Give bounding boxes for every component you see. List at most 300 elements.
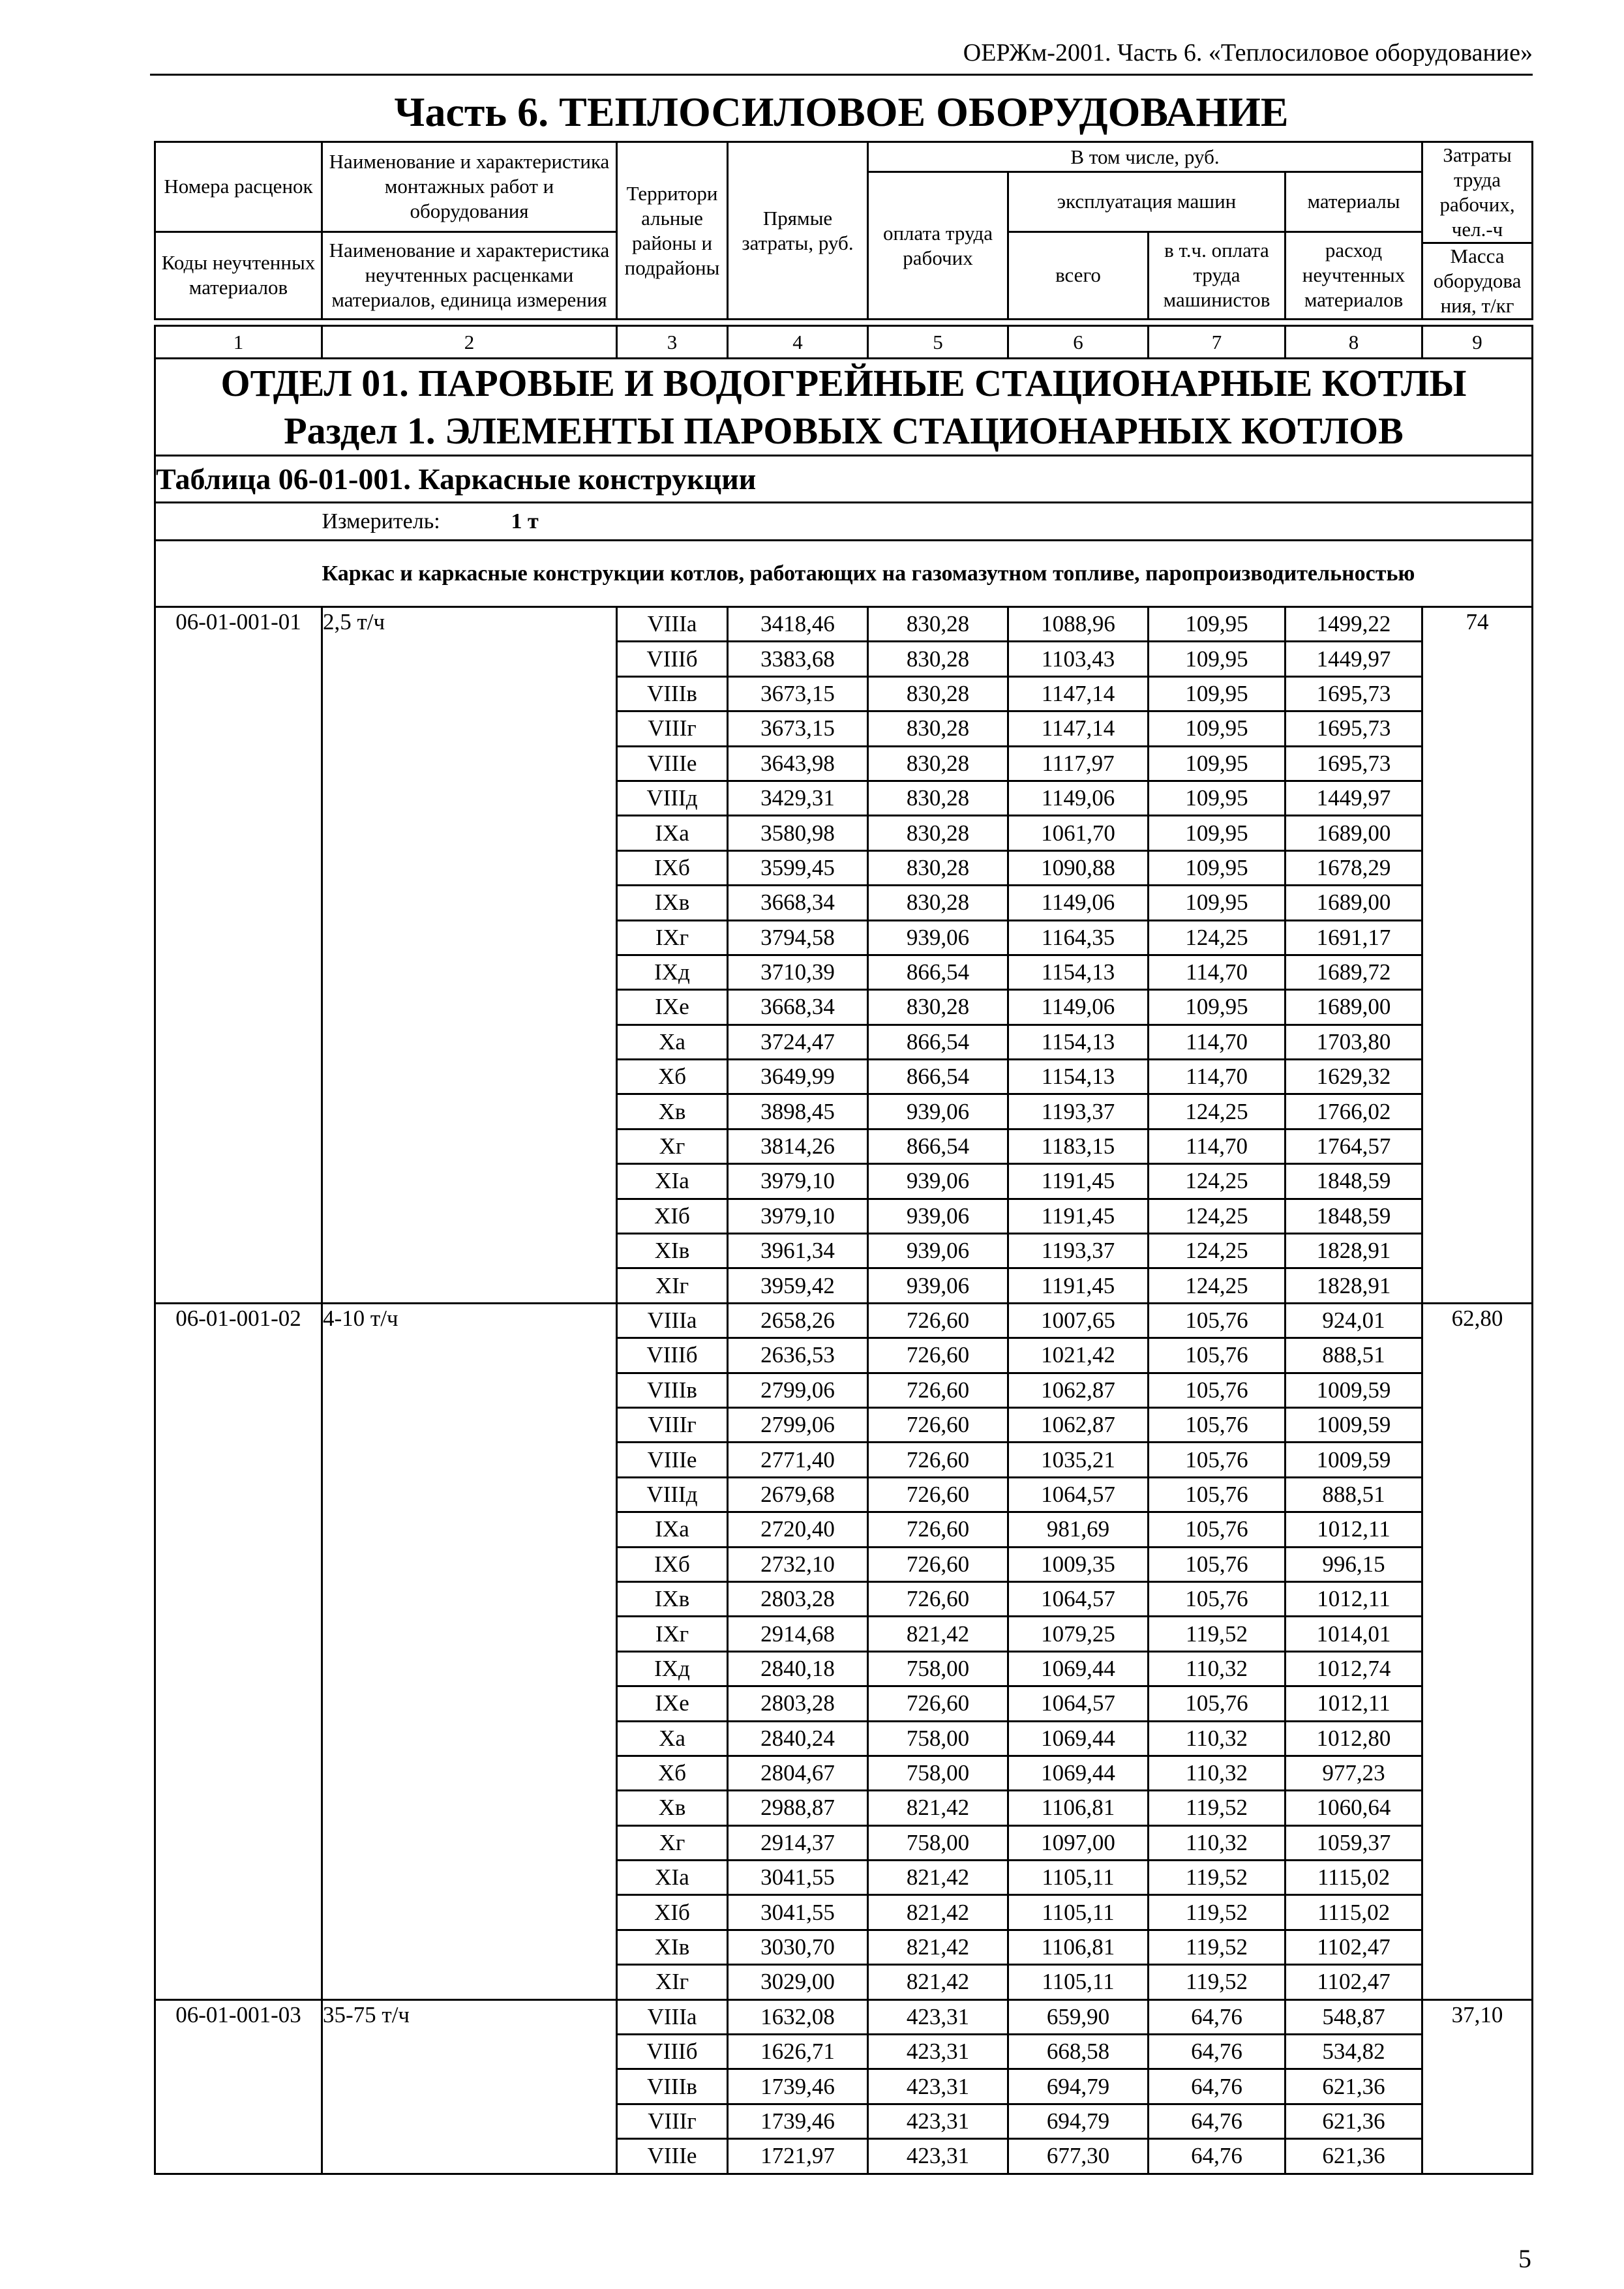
page-title: Часть 6. ТЕПЛОСИЛОВОЕ ОБОРУДОВАНИЕ bbox=[394, 89, 1289, 135]
machinist-pay-cell: 105,76 bbox=[1149, 1581, 1286, 1616]
machines-total-cell: 1009,35 bbox=[1008, 1547, 1149, 1581]
machinist-pay-cell: 119,52 bbox=[1149, 1617, 1286, 1651]
machinist-pay-cell: 114,70 bbox=[1149, 1129, 1286, 1163]
territory-cell: VIIIв bbox=[617, 676, 728, 711]
territory-cell: Xб bbox=[617, 1756, 728, 1790]
materials-cell: 1828,91 bbox=[1286, 1234, 1422, 1268]
materials-cell: 1848,59 bbox=[1286, 1164, 1422, 1199]
materials-cell: 1009,59 bbox=[1286, 1373, 1422, 1407]
column-number: 7 bbox=[1149, 326, 1286, 359]
machines-total-cell: 1064,57 bbox=[1008, 1581, 1149, 1616]
materials-cell: 1102,47 bbox=[1286, 1965, 1422, 1999]
department-title: ОТДЕЛ 01. ПАРОВЫЕ И ВОДОГРЕЙНЫЕ СТАЦИОНАРНЫЕ КОТЛЫ bbox=[220, 362, 1467, 404]
territory-cell: Xг bbox=[617, 1129, 728, 1163]
materials-cell: 1499,22 bbox=[1286, 607, 1422, 642]
territory-cell: XIв bbox=[617, 1930, 728, 1964]
materials-cell: 977,23 bbox=[1286, 1756, 1422, 1790]
materials-cell: 1848,59 bbox=[1286, 1199, 1422, 1233]
table-row bbox=[155, 1999, 1533, 2034]
table-row bbox=[155, 607, 1533, 642]
machinist-pay-cell: 124,25 bbox=[1149, 920, 1286, 955]
machines-total-cell: 1154,13 bbox=[1008, 1060, 1149, 1094]
page-number: 5 bbox=[1518, 2244, 1531, 2273]
hdr-direct-costs: Прямые затраты, руб. bbox=[728, 142, 868, 320]
territory-cell: XIв bbox=[617, 1234, 728, 1268]
hdr-machines-total: всего bbox=[1008, 232, 1149, 320]
machinist-pay-cell: 110,32 bbox=[1149, 1651, 1286, 1686]
machinist-pay-cell: 105,76 bbox=[1149, 1443, 1286, 1477]
labor-pay-cell: 830,28 bbox=[868, 781, 1008, 815]
hdr-material-codes: Коды неучтенных материалов bbox=[155, 232, 322, 320]
column-number: 6 bbox=[1008, 326, 1149, 359]
work-description: Каркас и каркасные конструкции котлов, работающих на газомазутном топливе, паропроизводительностью bbox=[322, 541, 1533, 607]
direct-costs-cell: 3580,98 bbox=[728, 816, 868, 850]
machinist-pay-cell: 64,76 bbox=[1149, 2139, 1286, 2174]
machinist-pay-cell: 114,70 bbox=[1149, 1060, 1286, 1094]
header-gap-cell bbox=[1422, 320, 1533, 326]
machines-total-cell: 1106,81 bbox=[1008, 1930, 1149, 1964]
direct-costs-cell: 3979,10 bbox=[728, 1199, 868, 1233]
materials-cell: 1689,72 bbox=[1286, 955, 1422, 989]
machinist-pay-cell: 110,32 bbox=[1149, 1825, 1286, 1860]
direct-costs-cell: 3814,26 bbox=[728, 1129, 868, 1163]
machines-total-cell: 1164,35 bbox=[1008, 920, 1149, 955]
labor-pay-cell: 830,28 bbox=[868, 816, 1008, 850]
direct-costs-cell: 3599,45 bbox=[728, 850, 868, 885]
materials-cell: 1449,97 bbox=[1286, 642, 1422, 676]
header-gap-cell bbox=[1286, 320, 1422, 326]
direct-costs-cell: 3668,34 bbox=[728, 990, 868, 1025]
machinist-pay-cell: 109,95 bbox=[1149, 642, 1286, 676]
direct-costs-cell: 2840,18 bbox=[728, 1651, 868, 1686]
territory-cell: IXг bbox=[617, 920, 728, 955]
territory-cell: XIг bbox=[617, 1965, 728, 1999]
materials-cell: 1009,59 bbox=[1286, 1443, 1422, 1477]
unit-label: Измеритель: bbox=[322, 509, 440, 533]
machines-total-cell: 1007,65 bbox=[1008, 1303, 1149, 1338]
machines-total-cell: 1105,11 bbox=[1008, 1861, 1149, 1895]
materials-cell: 1012,74 bbox=[1286, 1651, 1422, 1686]
column-number: 9 bbox=[1422, 326, 1533, 359]
direct-costs-cell: 2840,24 bbox=[728, 1721, 868, 1756]
materials-cell: 1629,32 bbox=[1286, 1060, 1422, 1094]
territory-cell: VIIIб bbox=[617, 1338, 728, 1373]
machines-total-cell: 1035,21 bbox=[1008, 1443, 1149, 1477]
direct-costs-cell: 3643,98 bbox=[728, 746, 868, 781]
machines-total-cell: 1149,06 bbox=[1008, 886, 1149, 920]
territory-cell: IXд bbox=[617, 955, 728, 989]
machines-total-cell: 1069,44 bbox=[1008, 1651, 1149, 1686]
territory-cell: VIIIа bbox=[617, 607, 728, 642]
header-gap-cell bbox=[155, 320, 322, 326]
machinist-pay-cell: 105,76 bbox=[1149, 1547, 1286, 1581]
machines-total-cell: 1079,25 bbox=[1008, 1617, 1149, 1651]
territory-cell: Xг bbox=[617, 1825, 728, 1860]
unit-blank bbox=[155, 503, 322, 541]
column-number: 4 bbox=[728, 326, 868, 359]
labor-pay-cell: 830,28 bbox=[868, 886, 1008, 920]
machinist-pay-cell: 119,52 bbox=[1149, 1791, 1286, 1825]
labor-costs-cell: 62,80 bbox=[1422, 1303, 1533, 1999]
labor-pay-cell: 821,42 bbox=[868, 1895, 1008, 1930]
direct-costs-cell: 2914,37 bbox=[728, 1825, 868, 1860]
territory-cell: IXг bbox=[617, 1617, 728, 1651]
materials-cell: 1828,91 bbox=[1286, 1268, 1422, 1303]
territory-cell: Xб bbox=[617, 1060, 728, 1094]
header-gap-cell bbox=[617, 320, 728, 326]
hdr-including: В том числе, руб. bbox=[868, 142, 1422, 172]
direct-costs-cell: 1739,46 bbox=[728, 2104, 868, 2138]
labor-pay-cell: 939,06 bbox=[868, 1199, 1008, 1233]
labor-pay-cell: 423,31 bbox=[868, 2104, 1008, 2138]
direct-costs-cell: 1721,97 bbox=[728, 2139, 868, 2174]
machines-total-cell: 1069,44 bbox=[1008, 1756, 1149, 1790]
territory-cell: VIIIа bbox=[617, 1999, 728, 2034]
direct-costs-cell: 3724,47 bbox=[728, 1025, 868, 1059]
labor-pay-cell: 821,42 bbox=[868, 1861, 1008, 1895]
materials-cell: 1689,00 bbox=[1286, 816, 1422, 850]
machinist-pay-cell: 124,25 bbox=[1149, 1094, 1286, 1129]
materials-cell: 534,82 bbox=[1286, 2035, 1422, 2069]
machines-total-cell: 1193,37 bbox=[1008, 1234, 1149, 1268]
direct-costs-cell: 3898,45 bbox=[728, 1094, 868, 1129]
labor-pay-cell: 758,00 bbox=[868, 1756, 1008, 1790]
machines-total-cell: 1191,45 bbox=[1008, 1199, 1149, 1233]
machinist-pay-cell: 105,76 bbox=[1149, 1477, 1286, 1512]
machinist-pay-cell: 124,25 bbox=[1149, 1164, 1286, 1199]
running-header: ОЕРЖм-2001. Часть 6. «Теплосиловое оборудование» bbox=[963, 39, 1533, 67]
machines-total-cell: 1193,37 bbox=[1008, 1094, 1149, 1129]
direct-costs-cell: 3429,31 bbox=[728, 781, 868, 815]
direct-costs-cell: 1626,71 bbox=[728, 2035, 868, 2069]
labor-pay-cell: 830,28 bbox=[868, 990, 1008, 1025]
direct-costs-cell: 2804,67 bbox=[728, 1756, 868, 1790]
column-number: 5 bbox=[868, 326, 1008, 359]
machines-total-cell: 677,30 bbox=[1008, 2139, 1149, 2174]
direct-costs-cell: 3961,34 bbox=[728, 1234, 868, 1268]
machinist-pay-cell: 105,76 bbox=[1149, 1373, 1286, 1407]
machinist-pay-cell: 114,70 bbox=[1149, 955, 1286, 989]
desc-blank bbox=[155, 541, 322, 607]
hdr-rate-numbers: Номера расценок bbox=[155, 142, 322, 232]
machinist-pay-cell: 64,76 bbox=[1149, 1999, 1286, 2034]
direct-costs-cell: 3959,42 bbox=[728, 1268, 868, 1303]
labor-pay-cell: 758,00 bbox=[868, 1825, 1008, 1860]
machines-total-cell: 1062,87 bbox=[1008, 1373, 1149, 1407]
materials-cell: 1695,73 bbox=[1286, 676, 1422, 711]
territory-cell: IXб bbox=[617, 1547, 728, 1581]
territory-cell: IXе bbox=[617, 1686, 728, 1721]
territory-cell: IXа bbox=[617, 816, 728, 850]
labor-pay-cell: 726,60 bbox=[868, 1443, 1008, 1477]
machinist-pay-cell: 109,95 bbox=[1149, 676, 1286, 711]
labor-pay-cell: 726,60 bbox=[868, 1303, 1008, 1338]
column-number: 1 bbox=[155, 326, 322, 359]
materials-cell: 924,01 bbox=[1286, 1303, 1422, 1338]
direct-costs-cell: 2988,87 bbox=[728, 1791, 868, 1825]
labor-pay-cell: 866,54 bbox=[868, 1060, 1008, 1094]
direct-costs-cell: 2799,06 bbox=[728, 1373, 868, 1407]
labor-pay-cell: 939,06 bbox=[868, 1164, 1008, 1199]
labor-pay-cell: 830,28 bbox=[868, 711, 1008, 746]
labor-pay-cell: 726,60 bbox=[868, 1581, 1008, 1616]
machines-total-cell: 1062,87 bbox=[1008, 1407, 1149, 1442]
machinist-pay-cell: 105,76 bbox=[1149, 1303, 1286, 1338]
materials-cell: 996,15 bbox=[1286, 1547, 1422, 1581]
territory-cell: XIб bbox=[617, 1895, 728, 1930]
labor-pay-cell: 423,31 bbox=[868, 2139, 1008, 2174]
unit-cell bbox=[322, 503, 1533, 541]
labor-pay-cell: 821,42 bbox=[868, 1617, 1008, 1651]
labor-pay-cell: 830,28 bbox=[868, 746, 1008, 781]
machines-total-cell: 1149,06 bbox=[1008, 781, 1149, 815]
column-number: 3 bbox=[617, 326, 728, 359]
machinist-pay-cell: 109,95 bbox=[1149, 607, 1286, 642]
labor-pay-cell: 423,31 bbox=[868, 1999, 1008, 2034]
machines-total-cell: 1191,45 bbox=[1008, 1268, 1149, 1303]
machinist-pay-cell: 119,52 bbox=[1149, 1930, 1286, 1964]
machines-total-cell: 1105,11 bbox=[1008, 1965, 1149, 1999]
labor-pay-cell: 830,28 bbox=[868, 607, 1008, 642]
labor-pay-cell: 821,42 bbox=[868, 1965, 1008, 1999]
territory-cell: IXв bbox=[617, 1581, 728, 1616]
hdr-materials: материалы bbox=[1286, 172, 1422, 232]
territory-cell: IXа bbox=[617, 1512, 728, 1547]
direct-costs-cell: 2658,26 bbox=[728, 1303, 868, 1338]
hdr-labor-pay: оплата труда рабочих bbox=[868, 172, 1008, 320]
hdr-territory: Территори альные районы и подрайоны bbox=[617, 142, 728, 320]
direct-costs-cell: 3668,34 bbox=[728, 886, 868, 920]
labor-pay-cell: 939,06 bbox=[868, 1268, 1008, 1303]
machines-total-cell: 1105,11 bbox=[1008, 1895, 1149, 1930]
territory-cell: XIб bbox=[617, 1199, 728, 1233]
direct-costs-cell: 3041,55 bbox=[728, 1895, 868, 1930]
materials-cell: 1449,97 bbox=[1286, 781, 1422, 815]
section-heading bbox=[155, 359, 1533, 456]
machines-total-cell: 1106,81 bbox=[1008, 1791, 1149, 1825]
hdr-machines: эксплуатация машин bbox=[1008, 172, 1286, 232]
part-title: Раздел 1. ЭЛЕМЕНТЫ ПАРОВЫХ СТАЦИОНАРНЫХ КОТЛОВ bbox=[284, 410, 1404, 452]
territory-cell: VIIIа bbox=[617, 1303, 728, 1338]
rate-code: 06-01-001-03 bbox=[155, 1999, 322, 2174]
machinist-pay-cell: 105,76 bbox=[1149, 1338, 1286, 1373]
direct-costs-cell: 2771,40 bbox=[728, 1443, 868, 1477]
machines-total-cell: 659,90 bbox=[1008, 1999, 1149, 2034]
territory-cell: XIа bbox=[617, 1861, 728, 1895]
labor-pay-cell: 866,54 bbox=[868, 1129, 1008, 1163]
machinist-pay-cell: 114,70 bbox=[1149, 1025, 1286, 1059]
machinist-pay-cell: 109,95 bbox=[1149, 781, 1286, 815]
machinist-pay-cell: 64,76 bbox=[1149, 2069, 1286, 2104]
labor-pay-cell: 726,60 bbox=[868, 1338, 1008, 1373]
labor-pay-cell: 821,42 bbox=[868, 1930, 1008, 1964]
machinist-pay-cell: 119,52 bbox=[1149, 1895, 1286, 1930]
machinist-pay-cell: 119,52 bbox=[1149, 1861, 1286, 1895]
direct-costs-cell: 2732,10 bbox=[728, 1547, 868, 1581]
machinist-pay-cell: 64,76 bbox=[1149, 2104, 1286, 2138]
materials-cell: 1691,17 bbox=[1286, 920, 1422, 955]
labor-pay-cell: 758,00 bbox=[868, 1651, 1008, 1686]
hdr-equipment-mass: Масса оборудова ния, т/кг bbox=[1422, 243, 1533, 320]
machines-total-cell: 1090,88 bbox=[1008, 850, 1149, 885]
work-name: 35-75 т/ч bbox=[322, 1999, 617, 2174]
machinist-pay-cell: 109,95 bbox=[1149, 886, 1286, 920]
labor-pay-cell: 866,54 bbox=[868, 1025, 1008, 1059]
direct-costs-cell: 3673,15 bbox=[728, 676, 868, 711]
materials-cell: 1012,11 bbox=[1286, 1512, 1422, 1547]
direct-costs-cell: 2636,53 bbox=[728, 1338, 868, 1373]
machinist-pay-cell: 119,52 bbox=[1149, 1965, 1286, 1999]
territory-cell: VIIIг bbox=[617, 1407, 728, 1442]
territory-cell: VIIIв bbox=[617, 2069, 728, 2104]
machines-total-cell: 1103,43 bbox=[1008, 642, 1149, 676]
machines-total-cell: 1088,96 bbox=[1008, 607, 1149, 642]
column-number: 2 bbox=[322, 326, 617, 359]
direct-costs-cell: 3794,58 bbox=[728, 920, 868, 955]
labor-pay-cell: 830,28 bbox=[868, 850, 1008, 885]
machinist-pay-cell: 110,32 bbox=[1149, 1756, 1286, 1790]
materials-cell: 1678,29 bbox=[1286, 850, 1422, 885]
materials-cell: 1059,37 bbox=[1286, 1825, 1422, 1860]
territory-cell: VIIIб bbox=[617, 642, 728, 676]
labor-pay-cell: 830,28 bbox=[868, 642, 1008, 676]
machinist-pay-cell: 109,95 bbox=[1149, 850, 1286, 885]
territory-cell: VIIIе bbox=[617, 1443, 728, 1477]
machinist-pay-cell: 109,95 bbox=[1149, 746, 1286, 781]
header-gap-cell bbox=[322, 320, 617, 326]
column-number: 8 bbox=[1286, 326, 1422, 359]
territory-cell: IXе bbox=[617, 990, 728, 1025]
materials-cell: 1703,80 bbox=[1286, 1025, 1422, 1059]
materials-cell: 548,87 bbox=[1286, 1999, 1422, 2034]
machinist-pay-cell: 124,25 bbox=[1149, 1268, 1286, 1303]
machinist-pay-cell: 64,76 bbox=[1149, 2035, 1286, 2069]
hdr-machinist-pay: в т.ч. оплата труда машинистов bbox=[1149, 232, 1286, 320]
rate-code: 06-01-001-01 bbox=[155, 607, 322, 1304]
territory-cell: IXб bbox=[617, 850, 728, 885]
machines-total-cell: 1154,13 bbox=[1008, 1025, 1149, 1059]
materials-cell: 621,36 bbox=[1286, 2104, 1422, 2138]
territory-cell: Xв bbox=[617, 1094, 728, 1129]
materials-cell: 1012,11 bbox=[1286, 1581, 1422, 1616]
territory-cell: VIIIг bbox=[617, 711, 728, 746]
direct-costs-cell: 3383,68 bbox=[728, 642, 868, 676]
materials-cell: 1009,59 bbox=[1286, 1407, 1422, 1442]
materials-cell: 1764,57 bbox=[1286, 1129, 1422, 1163]
direct-costs-cell: 2799,06 bbox=[728, 1407, 868, 1442]
materials-cell: 1115,02 bbox=[1286, 1861, 1422, 1895]
machines-total-cell: 1149,06 bbox=[1008, 990, 1149, 1025]
labor-pay-cell: 726,60 bbox=[868, 1686, 1008, 1721]
machinist-pay-cell: 124,25 bbox=[1149, 1199, 1286, 1233]
labor-pay-cell: 726,60 bbox=[868, 1373, 1008, 1407]
machinist-pay-cell: 105,76 bbox=[1149, 1407, 1286, 1442]
direct-costs-cell: 3673,15 bbox=[728, 711, 868, 746]
rates-table bbox=[154, 141, 1533, 2175]
machines-total-cell: 1154,13 bbox=[1008, 955, 1149, 989]
machines-total-cell: 1021,42 bbox=[1008, 1338, 1149, 1373]
direct-costs-cell: 3041,55 bbox=[728, 1861, 868, 1895]
materials-cell: 888,51 bbox=[1286, 1477, 1422, 1512]
labor-pay-cell: 866,54 bbox=[868, 955, 1008, 989]
materials-cell: 1766,02 bbox=[1286, 1094, 1422, 1129]
machines-total-cell: 1064,57 bbox=[1008, 1686, 1149, 1721]
machines-total-cell: 668,58 bbox=[1008, 2035, 1149, 2069]
header-gap-cell bbox=[728, 320, 868, 326]
materials-cell: 1012,11 bbox=[1286, 1686, 1422, 1721]
materials-cell: 1689,00 bbox=[1286, 886, 1422, 920]
territory-cell: XIг bbox=[617, 1268, 728, 1303]
direct-costs-cell: 2679,68 bbox=[728, 1477, 868, 1512]
machinist-pay-cell: 124,25 bbox=[1149, 1234, 1286, 1268]
machines-total-cell: 1097,00 bbox=[1008, 1825, 1149, 1860]
direct-costs-cell: 1632,08 bbox=[728, 1999, 868, 2034]
header-rule bbox=[150, 74, 1533, 76]
materials-cell: 888,51 bbox=[1286, 1338, 1422, 1373]
machines-total-cell: 694,79 bbox=[1008, 2069, 1149, 2104]
unit-value: 1 т bbox=[511, 509, 539, 533]
territory-cell: VIIIб bbox=[617, 2035, 728, 2069]
direct-costs-cell: 3979,10 bbox=[728, 1164, 868, 1199]
materials-cell: 1695,73 bbox=[1286, 711, 1422, 746]
header-gap-cell bbox=[1008, 320, 1149, 326]
materials-cell: 1102,47 bbox=[1286, 1930, 1422, 1964]
direct-costs-cell: 3418,46 bbox=[728, 607, 868, 642]
machines-total-cell: 1069,44 bbox=[1008, 1721, 1149, 1756]
territory-cell: VIIIд bbox=[617, 781, 728, 815]
work-name: 2,5 т/ч bbox=[322, 607, 617, 1304]
direct-costs-cell: 2803,28 bbox=[728, 1686, 868, 1721]
direct-costs-cell: 3649,99 bbox=[728, 1060, 868, 1094]
machinist-pay-cell: 110,32 bbox=[1149, 1721, 1286, 1756]
labor-pay-cell: 939,06 bbox=[868, 1094, 1008, 1129]
table-title: Таблица 06-01-001. Каркасные конструкции bbox=[155, 456, 1533, 503]
hdr-material-name: Наименование и характеристика неучтенных расценками материалов, единица измерения bbox=[322, 232, 617, 320]
machines-total-cell: 1061,70 bbox=[1008, 816, 1149, 850]
territory-cell: VIIIе bbox=[617, 746, 728, 781]
machines-total-cell: 1117,97 bbox=[1008, 746, 1149, 781]
machinist-pay-cell: 109,95 bbox=[1149, 990, 1286, 1025]
machines-total-cell: 1064,57 bbox=[1008, 1477, 1149, 1512]
machines-total-cell: 1147,14 bbox=[1008, 711, 1149, 746]
labor-costs-cell: 74 bbox=[1422, 607, 1533, 1304]
territory-cell: XIа bbox=[617, 1164, 728, 1199]
work-name: 4-10 т/ч bbox=[322, 1303, 617, 1999]
materials-cell: 1689,00 bbox=[1286, 990, 1422, 1025]
materials-cell: 1014,01 bbox=[1286, 1617, 1422, 1651]
materials-cell: 621,36 bbox=[1286, 2139, 1422, 2174]
machinist-pay-cell: 105,76 bbox=[1149, 1686, 1286, 1721]
direct-costs-cell: 3029,00 bbox=[728, 1965, 868, 1999]
territory-cell: VIIIд bbox=[617, 1477, 728, 1512]
direct-costs-cell: 2803,28 bbox=[728, 1581, 868, 1616]
materials-cell: 1060,64 bbox=[1286, 1791, 1422, 1825]
direct-costs-cell: 3030,70 bbox=[728, 1930, 868, 1964]
labor-pay-cell: 758,00 bbox=[868, 1721, 1008, 1756]
labor-pay-cell: 726,60 bbox=[868, 1477, 1008, 1512]
labor-costs-cell: 37,10 bbox=[1422, 1999, 1533, 2174]
direct-costs-cell: 3710,39 bbox=[728, 955, 868, 989]
rate-code: 06-01-001-02 bbox=[155, 1303, 322, 1999]
labor-pay-cell: 726,60 bbox=[868, 1547, 1008, 1581]
labor-pay-cell: 726,60 bbox=[868, 1512, 1008, 1547]
machines-total-cell: 694,79 bbox=[1008, 2104, 1149, 2138]
labor-pay-cell: 939,06 bbox=[868, 920, 1008, 955]
machines-total-cell: 1183,15 bbox=[1008, 1129, 1149, 1163]
machines-total-cell: 1147,14 bbox=[1008, 676, 1149, 711]
materials-cell: 621,36 bbox=[1286, 2069, 1422, 2104]
labor-pay-cell: 821,42 bbox=[868, 1791, 1008, 1825]
